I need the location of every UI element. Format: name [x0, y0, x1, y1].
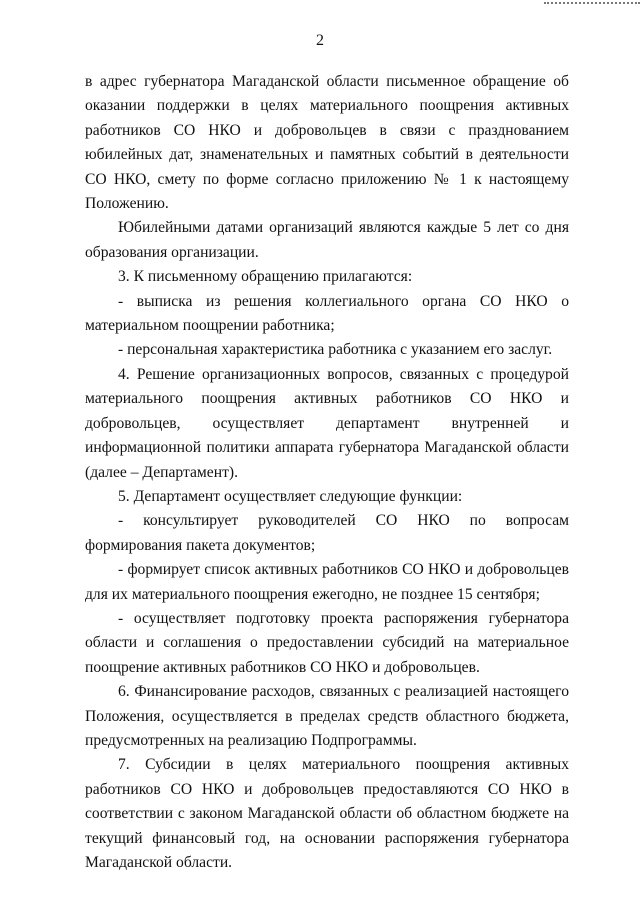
- paragraph-jubilee-dates: Юбилейными датами организаций являются каждые 5 лет со дня образования организации.: [85, 219, 569, 261]
- paragraph-item-3: 3. К письменному обращению прилагаются:: [118, 268, 413, 286]
- paragraph-item-6: 6. Финансирование расходов, связанных с реализацией настоящего Положения, осуществляется в пределах средств областного бюджета, предусмотренных на реализацию Подпрограммы.: [85, 683, 569, 749]
- paragraph-consults: - консультирует руководителей СО НКО по вопросам формирования пакета документов;: [85, 512, 569, 554]
- paragraph-characteristic: - персональная характеристика работника с указанием его заслуг.: [118, 341, 553, 359]
- corner-scan-mark: [544, 2, 640, 4]
- paragraph-forms-list: - формирует список активных работников СО НКО и добровольцев для их материального поощрения ежегодно, не позднее 15 сентября;: [85, 561, 569, 603]
- page-number: 2: [316, 32, 324, 49]
- paragraph-item-5: 5. Департамент осуществляет следующие функции:: [118, 487, 463, 505]
- paragraph-item-4: 4. Решение организационных вопросов, связанных с процедурой материального поощрения активных работников СО НКО и добровольцев, осуществляет департамент внутренней и информационной политики аппарата губернатора Магаданской области (далее – Департамент).: [85, 365, 569, 481]
- paragraph-address-request: в адрес губернатора Магаданской области письменное обращение об оказании поддержки в целях материального поощрения активных работников СО НКО и добровольцев в связи с празднованием юбилейных дат, знаменательных и памятных событий в деятельности СО НКО, смету по форме согласно приложению № 1 к настоящему Положению.: [85, 73, 569, 213]
- paragraph-extract: - выписка из решения коллегиального органа СО НКО о материальном поощрении работника;: [85, 292, 569, 335]
- document-body: [85, 70, 569, 875]
- paragraph-item-7: 7. Субсидии в целях материального поощрения активных работников СО НКО и добровольцев предоставляются СО НКО в соответствии с законом Магаданской области об областном бюджете на текущий финансовый год, на основании распоряжения губернатора Магаданской области.: [85, 756, 569, 871]
- paragraph-prepares-draft: - осуществляет подготовку проекта распоряжения губернатора области и соглашения о предоставлении субсидий на материальное поощрение активных работников СО НКО и добровольцев.: [85, 609, 569, 676]
